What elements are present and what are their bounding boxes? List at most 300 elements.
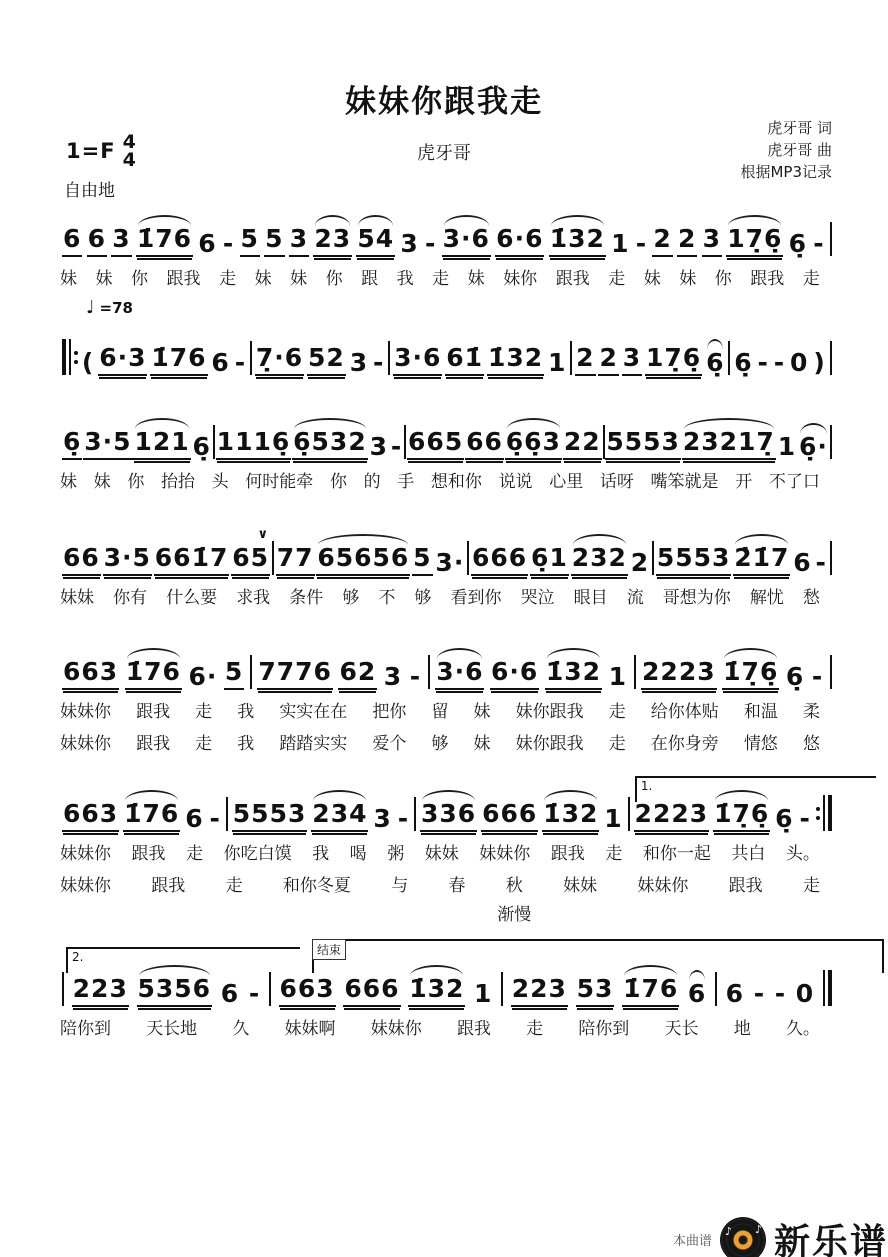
vinyl-record-icon <box>720 1217 766 1257</box>
lyric-syllable: 天长地 <box>146 1019 198 1039</box>
lyric-syllable: 我 <box>237 702 255 722</box>
score <box>0 199 888 1039</box>
lyric-syllable: 跟我 <box>555 269 590 289</box>
lyric-syllable: 我 <box>237 734 255 754</box>
note-token: 1̇76 <box>125 659 182 690</box>
lyric-syllable: 跟我 <box>136 702 171 722</box>
lyric-syllable: 跟我 <box>136 734 171 754</box>
note-token: 3 <box>622 345 642 376</box>
bar-line <box>388 341 390 375</box>
bar-line <box>250 655 252 689</box>
lyric-syllable: 妹妹你 <box>637 876 689 896</box>
lyric-syllable: 走 <box>605 844 623 864</box>
lyric-syllable: 与 <box>391 876 409 896</box>
lyric-syllable: 妹妹你 <box>60 876 111 896</box>
lyric-syllable: 够 <box>431 734 449 754</box>
note-token: 2223 <box>641 659 717 690</box>
lyrics-row <box>0 864 888 896</box>
lyric-syllable: 走 <box>186 844 204 864</box>
note-token: 3· <box>435 547 465 577</box>
lyric-syllable: 妹妹你 <box>60 844 111 864</box>
lyrics-row <box>0 690 888 722</box>
note-token: 1 <box>608 661 627 691</box>
note-token: 2 <box>630 547 650 577</box>
lyric-syllable: 走 <box>802 269 820 289</box>
lyric-syllable: 你有 <box>113 588 148 608</box>
bar-line <box>830 222 832 256</box>
composer-credit: 虎牙哥 曲 <box>767 140 832 159</box>
note-token: 6 <box>725 978 745 1008</box>
note-token: 6 <box>198 228 217 258</box>
note-token: - <box>774 978 787 1008</box>
note-token: 6̣ <box>192 431 211 461</box>
note-token: 6 <box>62 226 82 257</box>
lyric-syllable: 你 <box>325 269 343 289</box>
lyric-syllable: 情悠 <box>743 734 778 754</box>
bar-line <box>404 425 406 459</box>
lyric-syllable: 说说 <box>498 472 533 492</box>
lyric-syllable: 妹你 <box>503 269 538 289</box>
note-token: 223 <box>72 976 129 1007</box>
open-repeat-barline <box>62 339 78 375</box>
lyric-syllable: 把你 <box>372 702 407 722</box>
lyric-syllable: 留 <box>431 702 449 722</box>
lyric-syllable: 妹妹你 <box>479 844 531 864</box>
lyric-syllable: 妹 <box>467 269 485 289</box>
lyric-syllable: 妹妹 <box>563 876 598 896</box>
lyric-syllable: 妹 <box>93 472 111 492</box>
note-token: 665 <box>407 429 464 460</box>
lyric-syllable: 妹你跟我 <box>515 734 584 754</box>
lyric-syllable: 够 <box>342 588 360 608</box>
lyric-syllable: 走 <box>608 702 626 722</box>
lyric-syllable: 跟我 <box>151 876 186 896</box>
page-title: 妹妹你跟我走 <box>345 84 543 120</box>
lyric-syllable: 妹 <box>473 702 491 722</box>
note-token: 6̣ <box>775 803 794 833</box>
note-token: 1̇32 <box>549 226 606 257</box>
lyric-syllable: 你 <box>714 269 732 289</box>
bar-line <box>628 797 630 831</box>
note-token: 223 <box>511 976 568 1007</box>
lyric-syllable: 和温 <box>743 702 778 722</box>
note-token: 0 <box>790 347 809 377</box>
lyric-syllable: 够 <box>414 588 432 608</box>
note-token: ( <box>81 347 95 377</box>
note-token: 7̣·6 <box>255 345 304 376</box>
note-token: 1̇76 <box>136 226 193 257</box>
score-line-3 <box>0 402 888 492</box>
note-token: 232 <box>571 545 628 576</box>
lyric-syllable: 秋 <box>505 876 523 896</box>
lyric-syllable: 久 <box>232 1019 250 1039</box>
bar-line <box>728 341 730 375</box>
note-token: 6 <box>687 978 707 1008</box>
transcription-note: 根据MP3记录 <box>740 162 832 181</box>
lyric-syllable: 妹 <box>679 269 697 289</box>
lyric-syllable: 走 <box>608 734 626 754</box>
note-token: - <box>425 228 437 258</box>
note-token: 1̇76 <box>622 976 679 1007</box>
lyric-syllable: 妹你跟我 <box>515 702 584 722</box>
note-token: 666 <box>343 976 400 1007</box>
note-token: 2 <box>677 226 697 257</box>
lyric-syllable: 看到你 <box>450 588 502 608</box>
lyric-syllable: 条件 <box>289 588 324 608</box>
lyric-syllable: 哭泣 <box>520 588 555 608</box>
bar-line <box>467 541 469 575</box>
note-token: 6·3 <box>98 345 147 376</box>
note-token: 6 <box>793 547 812 577</box>
lyric-syllable: 喝 <box>349 844 367 864</box>
lyric-syllable: 手 <box>397 472 415 492</box>
lyric-syllable: 开 <box>735 472 753 492</box>
lyric-syllable: 妹 <box>60 269 77 289</box>
note-token: 61̇ <box>445 345 484 376</box>
note-token: 1 <box>611 228 630 258</box>
final-barline <box>823 970 832 1006</box>
lyric-syllable: 陪你到 <box>578 1019 630 1039</box>
note-token: - <box>390 431 403 461</box>
lyric-syllable: 走 <box>526 1019 544 1039</box>
score-line-4 <box>0 518 888 608</box>
lyric-syllable: 哥想为你 <box>662 588 731 608</box>
lyric-syllable: 愁 <box>802 588 820 608</box>
note-token: 3 <box>289 226 309 257</box>
note-token: 6̣ <box>734 347 753 377</box>
ending-section-bracket <box>312 939 884 973</box>
note-token: - <box>372 347 385 377</box>
score-line-2 <box>0 318 888 376</box>
note-token: 6 <box>220 978 240 1008</box>
lyric-syllable: 春 <box>448 876 466 896</box>
lyric-syllable: 妹妹 <box>424 844 459 864</box>
note-token: 3·6 <box>435 659 484 690</box>
note-token: - <box>815 547 827 577</box>
note-token: 1 <box>777 431 797 461</box>
lyric-syllable: 求我 <box>236 588 271 608</box>
lyric-syllable: 在你身旁 <box>650 734 719 754</box>
note-token: 3 <box>400 228 419 258</box>
lyric-syllable: 走 <box>195 734 213 754</box>
lyrics-row <box>0 722 888 754</box>
lyric-syllable: 走 <box>802 876 820 896</box>
note-token: 5 <box>224 659 244 690</box>
lyric-syllable: 天长 <box>664 1019 699 1039</box>
lyrics-row <box>0 832 888 864</box>
note-token: 5 <box>412 545 432 576</box>
note-token: 663 <box>62 659 119 690</box>
lyric-syllable: 妹 <box>254 269 272 289</box>
note-token: 5553 <box>232 801 308 832</box>
note-token: 77 <box>276 545 315 576</box>
note-token: 3 <box>373 803 392 833</box>
note-token: 661̇7 <box>154 545 230 576</box>
lyric-syllable: 你 <box>131 269 149 289</box>
notes-row <box>0 199 888 257</box>
bar-line <box>570 341 572 375</box>
ritardando-mark: 渐慢 <box>497 905 532 925</box>
lyric-syllable: 踏踏实实 <box>279 734 348 754</box>
bar-line <box>250 341 252 375</box>
bar-line <box>62 972 64 1006</box>
meter-denominator: 4 <box>122 149 136 172</box>
note-token: 52 <box>307 345 346 376</box>
note-token: 6̣532 <box>292 429 368 460</box>
key-signature <box>66 131 136 172</box>
quarter-note-icon: ♩ <box>86 297 95 318</box>
lyric-syllable: 爱个 <box>372 734 407 754</box>
note-token: 6̣ <box>788 228 808 258</box>
lyric-syllable: 跟 <box>361 269 379 289</box>
note-token: 1̇7̣6̣ <box>722 659 779 690</box>
lyric-syllable: 走 <box>195 702 213 722</box>
bar-line <box>652 541 654 575</box>
lyric-syllable: 不 <box>378 588 396 608</box>
note-token: 1̇76 <box>150 345 207 376</box>
lyric-syllable: 跟我 <box>131 844 166 864</box>
lyric-syllable: 话呀 <box>599 472 634 492</box>
note-token: - <box>811 661 824 691</box>
lyric-syllable: 陪你到 <box>60 1019 111 1039</box>
lyrics-row <box>0 1007 888 1039</box>
lyric-syllable: 妹妹啊 <box>284 1019 336 1039</box>
note-token: - <box>409 661 422 691</box>
bar-line <box>634 655 636 689</box>
lyric-syllable: 妹 <box>95 269 113 289</box>
lyric-syllable: 悠 <box>802 734 820 754</box>
bar-line <box>269 972 271 1006</box>
expression-mark: 自由地 <box>64 181 115 201</box>
note-token: ) <box>813 347 826 377</box>
bar-line <box>830 541 832 575</box>
note-token: - <box>234 347 247 377</box>
lyric-syllable: 头 <box>211 472 229 492</box>
note-token: 65656 <box>316 545 410 576</box>
note-token: 3 <box>383 661 403 691</box>
lyric-syllable: 妹 <box>473 734 491 754</box>
score-line-6 <box>0 774 888 896</box>
lyric-syllable: 我 <box>312 844 330 864</box>
note-token: 23 <box>313 226 352 257</box>
note-token: 1̇76 <box>123 801 180 832</box>
lyric-syllable: 跟我 <box>456 1019 491 1039</box>
note-token: 5 <box>240 226 260 257</box>
score-line-1 <box>0 199 888 289</box>
score-line-5 <box>0 632 888 754</box>
lyric-syllable: 嘴笨就是 <box>650 472 719 492</box>
note-token: 66 <box>465 429 504 460</box>
note-token: 22 <box>563 429 602 460</box>
note-token: 6̣· <box>798 431 828 461</box>
note-token: 666 <box>471 545 528 576</box>
lyrics-row <box>0 257 888 289</box>
lyric-syllable: 妹妹你 <box>370 1019 422 1039</box>
bar-line <box>226 797 228 831</box>
note-token: 65 ∨ <box>231 545 270 576</box>
note-token: 62 <box>338 659 377 690</box>
note-token: 336 <box>420 801 477 832</box>
note-token: 1 <box>474 978 493 1008</box>
notes-row <box>0 402 888 460</box>
note-token: - <box>773 347 786 377</box>
note-token: - <box>209 803 221 833</box>
lyric-syllable: 妹妹你 <box>60 734 111 754</box>
bar-line <box>830 341 832 375</box>
key-label: 1=F <box>66 139 116 164</box>
bar-line <box>830 655 832 689</box>
lyric-syllable: 跟我 <box>550 844 585 864</box>
note-token: 5553 <box>605 429 681 460</box>
lyric-syllable: 你吃白馍 <box>223 844 292 864</box>
time-signature <box>122 131 136 172</box>
note-token: 663 <box>62 801 119 832</box>
lyric-syllable: 跟我 <box>750 269 785 289</box>
lyric-syllable: 和你冬夏 <box>282 876 351 896</box>
lyric-syllable: 地 <box>733 1019 751 1039</box>
note-token: 6̣ <box>785 661 805 691</box>
bar-line <box>830 425 832 459</box>
tempo-value: =78 <box>99 298 133 317</box>
note-token: 1̇32 <box>487 345 544 376</box>
performer-name: 虎牙哥 <box>417 143 471 164</box>
note-token: 6̣ <box>62 429 82 460</box>
note-token: 1 <box>604 803 623 833</box>
lyric-syllable: 解忧 <box>749 588 784 608</box>
note-token: 666 <box>481 801 538 832</box>
note-token: 121 <box>133 429 190 460</box>
note-token: 6· <box>188 661 218 691</box>
note-token: 6 <box>185 803 204 833</box>
lyric-syllable: 跟我 <box>166 269 201 289</box>
lyric-syllable: 你 <box>127 472 145 492</box>
note-token: - <box>248 978 261 1008</box>
note-token: 66 <box>62 545 101 576</box>
note-token: - <box>753 978 766 1008</box>
note-token: 6 <box>87 226 107 257</box>
lyric-syllable: 柔 <box>802 702 820 722</box>
footer-watermark <box>673 1214 888 1257</box>
lyric-syllable: 久。 <box>785 1019 820 1039</box>
lyric-syllable: 走 <box>225 876 243 896</box>
note-token: - <box>813 228 825 258</box>
lyric-syllable: 共白 <box>731 844 766 864</box>
note-token: 3·5 <box>83 429 132 460</box>
note-token: 2 <box>575 345 595 376</box>
note-token: 6̣6̣3 <box>505 429 562 460</box>
note-token: 3·6 <box>393 345 442 376</box>
note-token: 234 <box>311 801 368 832</box>
first-ending-label: 1. <box>640 779 653 793</box>
note-token: 3 <box>111 226 131 257</box>
score-line-7 <box>0 943 888 1039</box>
note-token: 17̣6̣ <box>645 345 702 376</box>
tempo-mark <box>86 297 888 318</box>
meter-numerator: 4 <box>122 131 136 153</box>
credits-block <box>740 118 832 183</box>
bar-line <box>428 655 430 689</box>
bar-line <box>603 425 605 459</box>
notes-row <box>0 318 888 376</box>
note-token: 7776 <box>257 659 333 690</box>
lyric-syllable: 妹 <box>290 269 308 289</box>
note-token: 3·5 <box>103 545 152 576</box>
note-token: 5356 <box>137 976 213 1007</box>
note-token: 1̇32 <box>542 801 599 832</box>
lyric-syllable: 粥 <box>387 844 405 864</box>
lyric-syllable: 实实在在 <box>279 702 348 722</box>
note-token: 0 <box>795 978 815 1008</box>
lyric-syllable: 的 <box>363 472 381 492</box>
note-token: - <box>222 228 235 258</box>
note-token: 6·6 <box>490 659 539 690</box>
note-token: 1̇32 <box>408 976 465 1007</box>
brand-logo-text: 新乐谱 <box>773 1222 888 1257</box>
lyrics-row <box>0 460 888 492</box>
bar-line <box>501 972 503 1006</box>
second-ending-label: 2. <box>72 950 84 964</box>
lyric-syllable: 妹妹你 <box>60 702 111 722</box>
note-token: 2 <box>598 345 618 376</box>
lyric-syllable: 和你一起 <box>642 844 711 864</box>
notes-row <box>0 632 888 690</box>
note-token: 3 <box>369 431 389 461</box>
note-token: 2̇1̇7 <box>733 545 790 576</box>
lyric-syllable: 眼目 <box>573 588 608 608</box>
lyricist-credit: 虎牙哥 词 <box>767 119 832 137</box>
note-token: 17̣6̣ <box>726 226 783 257</box>
note-token: 5553 <box>656 545 732 576</box>
note-token: - <box>397 803 410 833</box>
lyric-syllable: 跟我 <box>728 876 763 896</box>
lyrics-row <box>0 576 888 608</box>
lyric-syllable: 什么要 <box>166 588 218 608</box>
lyric-syllable: 走 <box>219 269 237 289</box>
lyric-syllable: 抬抬 <box>160 472 195 492</box>
note-token: 6̣ <box>706 347 725 377</box>
note-token: 6·6 <box>495 226 544 257</box>
note-token: 2 <box>652 226 672 257</box>
note-token: 1̇32 <box>545 659 602 690</box>
note-token: 6 <box>211 347 230 377</box>
notes-row <box>0 518 888 576</box>
footer-prefix-text: 本曲谱 <box>672 1234 712 1249</box>
note-token: - <box>635 228 648 258</box>
lyric-syllable: 走 <box>608 269 626 289</box>
note-token: 6̣1 <box>530 545 569 576</box>
note-token: 3 <box>702 226 722 257</box>
lyric-syllable: 我 <box>396 269 414 289</box>
note-token: 3·6 <box>442 226 491 257</box>
bar-line <box>414 797 416 831</box>
note-token: 5 <box>264 226 284 257</box>
lyric-syllable: 妹 <box>60 472 77 492</box>
note-token: 1 <box>548 347 567 377</box>
bar-line <box>715 972 717 1006</box>
lyric-syllable: 你 <box>329 472 347 492</box>
lyric-syllable: 走 <box>432 269 450 289</box>
note-token: 663 <box>279 976 336 1007</box>
lyric-syllable: 何时能牵 <box>245 472 314 492</box>
note-token: - <box>799 803 811 833</box>
lyric-syllable: 头。 <box>785 844 820 864</box>
lyric-syllable: 心里 <box>549 472 584 492</box>
lyric-syllable: 给你体贴 <box>650 702 719 722</box>
note-token: 1116̣ <box>216 429 292 460</box>
lyric-syllable: 不了口 <box>768 472 820 492</box>
breath-mark-icon: ∨ <box>257 526 270 542</box>
note-token: 23217̣ <box>682 429 776 460</box>
